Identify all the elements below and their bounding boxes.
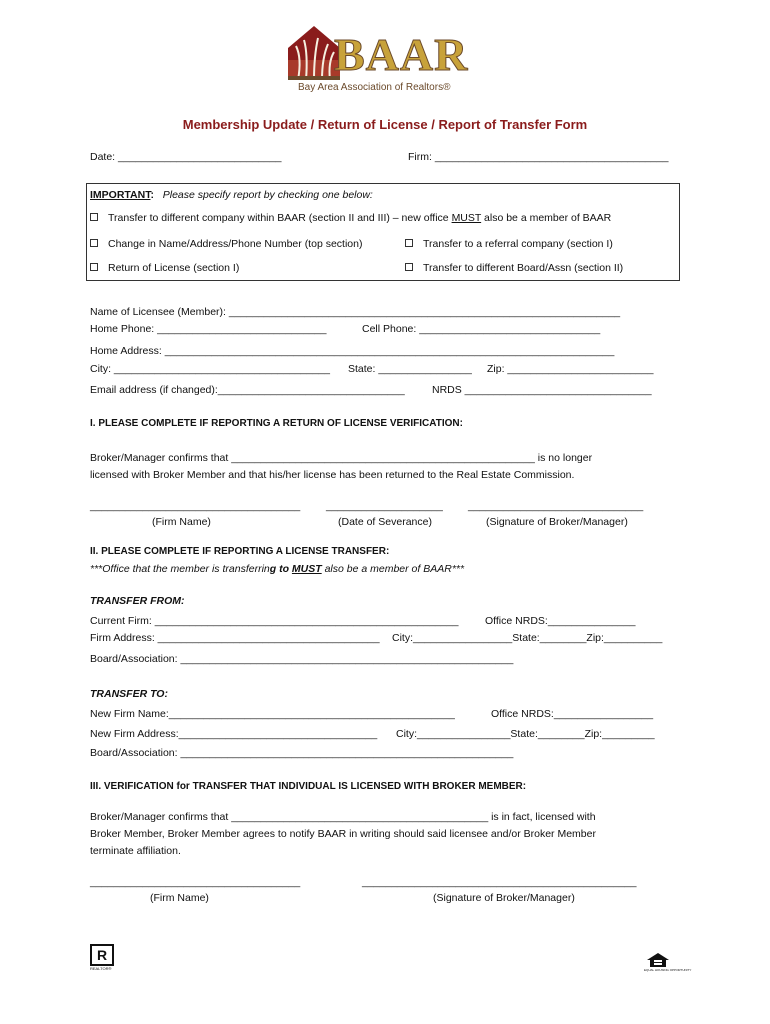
section1-firm-line[interactable]: ____________________________________ (90, 500, 301, 512)
realtor-r-icon (90, 944, 114, 966)
transfer-to-heading: TRANSFER TO: (90, 688, 168, 700)
option-return-license[interactable]: Return of License (section I) (90, 262, 239, 274)
section3-line3: terminate affiliation. (90, 845, 181, 857)
checkbox[interactable] (405, 263, 413, 271)
logo-wordmark: BAAR (334, 29, 469, 80)
option-transfer-board[interactable]: Transfer to different Board/Assn (section II) (405, 262, 623, 274)
cell-phone-field[interactable]: Cell Phone: _______________________________ (362, 323, 601, 335)
equal-housing-logo (644, 952, 692, 976)
section1-line2: licensed with Broker Member and that his/her license has been returned to the Real Estate Commission. (90, 469, 575, 481)
section3-signature-line[interactable]: _______________________________________________ (362, 876, 637, 888)
home-address-field[interactable]: Home Address: _____________________________________________________________________________ (90, 345, 615, 357)
section3-line1[interactable]: Broker/Manager confirms that ____________________________________________ is in fact, licensed with (90, 811, 596, 823)
checkbox[interactable] (405, 239, 413, 247)
section1-date-label: (Date of Severance) (338, 516, 432, 528)
section3-firm-label: (Firm Name) (150, 892, 209, 904)
section1-signature-line[interactable]: ______________________________ (468, 500, 644, 512)
section1-line1[interactable]: Broker/Manager confirms that ____________________________________________________ is no longer (90, 452, 593, 464)
option-transfer-within-baar[interactable]: Transfer to different company within BAAR (section II and III) – new office MUST also be a member of BAAR (90, 212, 611, 224)
section3-heading: III. VERIFICATION for TRANSFER THAT INDIVIDUAL IS LICENSED WITH BROKER MEMBER: (90, 781, 527, 792)
state-field[interactable]: State: ________________ (348, 363, 472, 375)
zip-field[interactable]: Zip: _________________________ (487, 363, 654, 375)
new-firm-name-field[interactable]: New Firm Name:_________________________________________________ (90, 708, 455, 720)
section3-signature-label: (Signature of Broker/Manager) (433, 892, 575, 904)
svg-text:R: R (96, 947, 108, 963)
licensee-name-field[interactable]: Name of Licensee (Member): ___________________________________________________________________ (90, 306, 621, 318)
date-field[interactable]: Date: ____________________________ (90, 151, 282, 163)
option-transfer-referral[interactable]: Transfer to a referral company (section I) (405, 238, 613, 250)
baar-logo (284, 24, 474, 98)
realtor-mark-text: REALTOR® (90, 966, 112, 971)
section1-date-line[interactable]: ____________________ (326, 500, 443, 512)
option-change-info[interactable]: Change in Name/Address/Phone Number (top section) (90, 238, 362, 250)
equal-housing-icon (646, 952, 670, 968)
board-to-field[interactable]: Board/Association: _________________________________________________________ (90, 747, 514, 759)
firm-address-field[interactable]: Firm Address: ______________________________________ (90, 632, 380, 644)
logo-subtitle: Bay Area Association of Realtors® (298, 82, 451, 93)
section1-heading: I. PLEASE COMPLETE IF REPORTING A RETURN OF LICENSE VERIFICATION: (90, 418, 463, 429)
email-field[interactable]: Email address (if changed):________________________________ (90, 384, 405, 396)
realtor-logo (90, 944, 120, 974)
firm-city-from-field[interactable]: City:_________________State:________Zip:__________ (392, 632, 663, 644)
eho-mark-text: EQUAL HOUSING OPPORTUNITY (644, 968, 692, 972)
home-phone-field[interactable]: Home Phone: _____________________________ (90, 323, 327, 335)
important-label: IMPORTANT (90, 189, 151, 201)
current-firm-field[interactable]: Current Firm: ____________________________________________________ (90, 615, 459, 627)
section3-firm-line[interactable]: ____________________________________ (90, 876, 301, 888)
city-field[interactable]: City: _____________________________________ (90, 363, 330, 375)
section2-note: ***Office that the member is transferring to MUST also be a member of BAAR*** (90, 563, 465, 575)
section2-heading: II. PLEASE COMPLETE IF REPORTING A LICENSE TRANSFER: (90, 546, 390, 557)
office-nrds-to-field[interactable]: Office NRDS:_________________ (491, 708, 654, 720)
section1-firm-label: (Firm Name) (152, 516, 211, 528)
checkbox[interactable] (90, 213, 98, 221)
checkbox[interactable] (90, 263, 98, 271)
transfer-from-heading: TRANSFER FROM: (90, 595, 185, 607)
firm-city-to-field[interactable]: City:________________State:________Zip:_________ (396, 728, 655, 740)
new-firm-address-field[interactable]: New Firm Address:__________________________________ (90, 728, 378, 740)
checkbox[interactable] (90, 239, 98, 247)
firm-field[interactable]: Firm: ________________________________________ (408, 151, 669, 163)
section3-line2: Broker Member, Broker Member agrees to notify BAAR in writing should said licensee and/or Broker Member (90, 828, 596, 840)
page-title: Membership Update / Return of License / Report of Transfer Form (182, 117, 588, 132)
board-from-field[interactable]: Board/Association: _________________________________________________________ (90, 653, 514, 665)
nrds-field[interactable]: NRDS ________________________________ (432, 384, 652, 396)
section1-signature-label: (Signature of Broker/Manager) (486, 516, 628, 528)
important-line: IMPORTANT: Please specify report by checking one below: (90, 189, 373, 201)
office-nrds-from-field[interactable]: Office NRDS:_______________ (485, 615, 636, 627)
important-instruction: Please specify report by checking one below: (162, 189, 373, 201)
